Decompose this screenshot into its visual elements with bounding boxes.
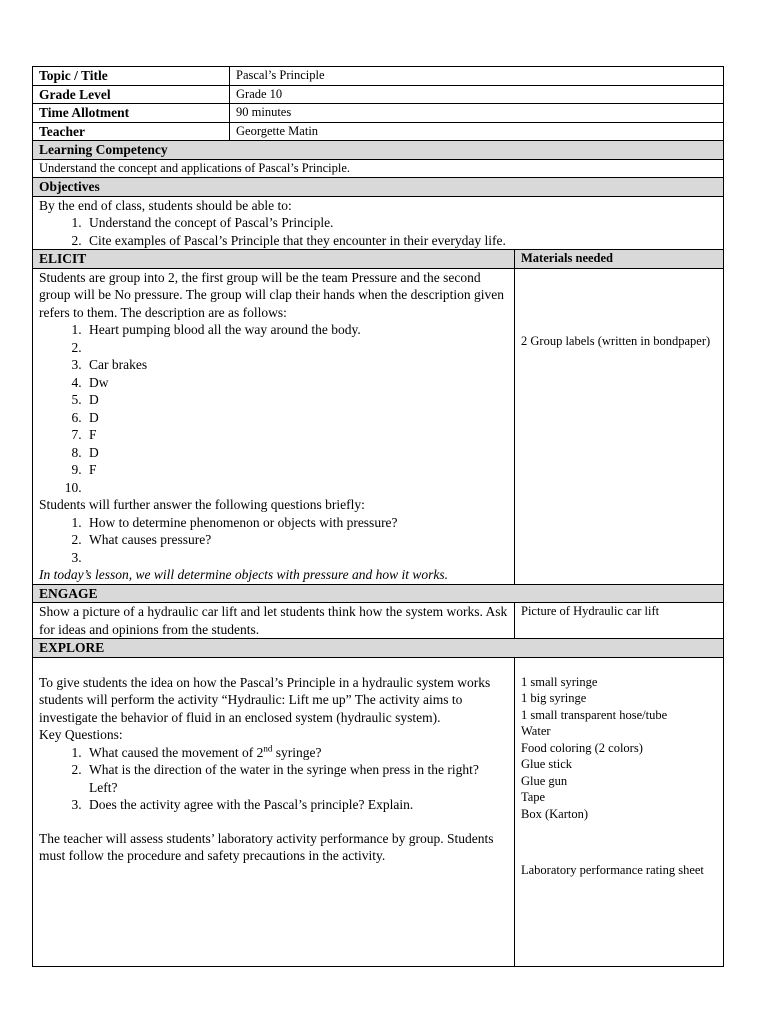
objectives-row [33, 196, 724, 250]
material-item: 1 small syringe [521, 674, 598, 689]
elicit-heading-row [33, 250, 724, 269]
explore-assessment: The teacher will assess students’ laboratory activity performance by group. Students must follow the procedure and safety precautions in the activity. [39, 830, 494, 863]
engage-text: Show a picture of a hydraulic car lift and let students think how the system works. Ask for ideas and opinions from the students. [33, 603, 515, 639]
ordinal-superscript: nd [263, 743, 273, 753]
material-item: Glue gun [521, 773, 568, 788]
objective-item: 1. Understand the concept of Pascal’s Principle. [85, 214, 717, 232]
material-item: Tape [521, 790, 546, 804]
objectives-heading: Objectives [33, 178, 724, 197]
grade-label: Grade Level [33, 85, 230, 104]
assessment-material: Laboratory performance rating sheet [521, 863, 704, 877]
elicit-intro: Students are group into 2, the first group will be the team Pressure and the second group will be No pressure. The group will clap their hands when the description given refers to them. The description are as follows: [39, 269, 505, 320]
description-item: 6. D [85, 409, 508, 427]
lesson-plan-sheet [32, 66, 723, 967]
teacher-row [33, 122, 724, 141]
competency-heading: Learning Competency [33, 141, 724, 160]
description-item: 5. D [85, 391, 508, 409]
engage-row [33, 603, 724, 639]
elicit-descriptions [39, 321, 508, 496]
description-item: 3. Car brakes [85, 356, 508, 374]
question-item [85, 549, 508, 567]
competency-heading-row [33, 141, 724, 160]
key-question-item: 2. What is the direction of the water in the syringe when press in the right? Left? [85, 761, 508, 796]
question-item: 2. What causes pressure? [85, 531, 508, 549]
key-question-1-text: What caused the movement of 2 [89, 744, 264, 760]
description-item: 4. Dw [85, 374, 508, 392]
grade-row [33, 85, 724, 104]
material-item: Glue stick [521, 757, 573, 771]
explore-cell [33, 657, 515, 966]
description-item: 7. F [85, 426, 508, 444]
key-question-item: 3. Does the activity agree with the Pascal’s principle? Explain. [85, 796, 508, 814]
lesson-plan-table [32, 66, 724, 967]
teacher-value: Georgette Matin [230, 122, 724, 141]
teacher-label: Teacher [33, 122, 230, 141]
objective-item: 2. Cite examples of Pascal’s Principle that they encounter in their everyday life. [85, 232, 717, 250]
key-question-item [85, 744, 508, 762]
explore-heading-row [33, 639, 724, 658]
key-question-1-tail: syringe? [272, 744, 322, 760]
key-questions-label: Key Questions: [39, 727, 123, 742]
explore-materials-cell [515, 657, 724, 966]
time-row [33, 104, 724, 123]
objectives-list [39, 214, 717, 249]
description-item: 9. F [85, 461, 508, 479]
material-item: Water [521, 724, 551, 738]
question-item: 1. How to determine phenomenon or objects with pressure? [85, 514, 508, 532]
engage-heading: ENGAGE [33, 584, 724, 603]
explore-intro: To give students the idea on how the Pascal’s Principle in a hydraulic system works students will perform the activity “Hydraulic: Lift me up” The activity aims to investigate the behavior of fluid in an enclosed system (hydraulic system). [39, 674, 491, 725]
material-item: Food coloring (2 colors) [521, 740, 643, 755]
elicit-materials: 2 Group labels (written in bondpaper) [521, 333, 711, 348]
material-item: Box (Karton) [521, 806, 588, 821]
engage-materials: Picture of Hydraulic car lift [515, 603, 724, 639]
elicit-heading: ELICIT [33, 250, 515, 269]
explore-heading: EXPLORE [33, 639, 724, 658]
competency-text: Understand the concept and applications of Pascal’s Principle. [33, 159, 724, 178]
material-item: 1 small transparent hose/tube [521, 707, 668, 722]
material-item: 1 big syringe [521, 691, 587, 705]
elicit-row [33, 268, 724, 584]
elicit-questions-intro: Students will further answer the following questions briefly: [39, 497, 365, 512]
materials-heading: Materials needed [515, 250, 724, 269]
objectives-cell [33, 196, 724, 250]
description-item [85, 479, 508, 497]
key-questions-list [39, 744, 508, 814]
description-item: 1. Heart pumping blood all the way around the body. [85, 321, 508, 339]
topic-value: Pascal’s Principle [230, 67, 724, 86]
time-value: 90 minutes [230, 104, 724, 123]
time-label: Time Allotment [33, 104, 230, 123]
grade-value: Grade 10 [230, 85, 724, 104]
competency-row [33, 159, 724, 178]
explore-row [33, 657, 724, 966]
engage-heading-row [33, 584, 724, 603]
elicit-closing: In today’s lesson, we will determine objects with pressure and how it works. [39, 567, 448, 582]
explore-materials-list [521, 674, 717, 823]
description-item: 8. D [85, 444, 508, 462]
elicit-questions [39, 514, 508, 567]
objectives-intro: By the end of class, students should be able to: [39, 197, 292, 213]
topic-label: Topic / Title [33, 67, 230, 86]
description-item [85, 339, 508, 357]
objectives-heading-row [33, 178, 724, 197]
elicit-cell [33, 268, 515, 584]
elicit-materials-cell [515, 268, 724, 584]
topic-row [33, 67, 724, 86]
